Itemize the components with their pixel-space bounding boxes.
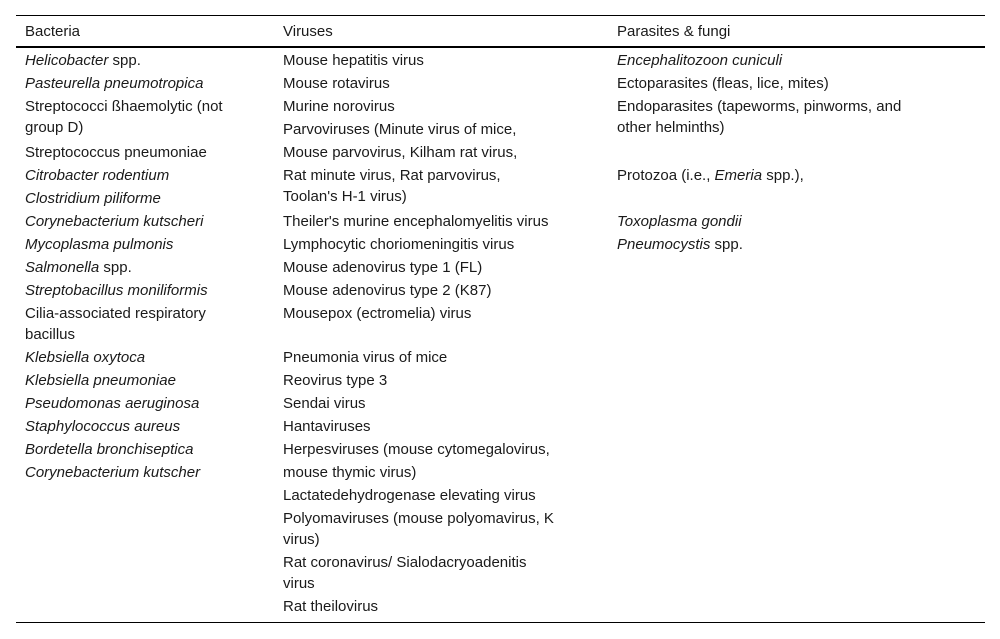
virus-line: Herpesviruses (mouse cytomegalovirus, <box>283 441 550 458</box>
virus-line: Reovirus type 3 <box>283 372 388 389</box>
table-bottom-rule <box>16 622 985 623</box>
virus-line: Hantaviruses <box>283 418 371 435</box>
bacteria-item: Bordetella bronchiseptica <box>25 441 194 458</box>
parasite-item: Pneumocystis spp. <box>617 236 743 253</box>
bacteria-item: Klebsiella oxytoca <box>25 349 146 366</box>
virus-line: Mouse parvovirus, Kilham rat virus, <box>283 144 518 161</box>
virus-line: Mouse hepatitis virus <box>283 52 424 69</box>
bacteria-item: Streptococci ßhaemolytic (not group D) <box>25 98 223 136</box>
virus-line: mouse thymic virus) <box>283 464 417 481</box>
header-parasites: Parasites & fungi <box>617 23 731 40</box>
bacteria-item: Citrobacter rodentium <box>25 167 170 184</box>
bacteria-item: Pseudomonas aeruginosa <box>25 395 200 412</box>
parasite-item: Toxoplasma gondii <box>617 213 742 230</box>
header-rule <box>16 46 985 48</box>
parasite-item: Protozoa (i.e., Emeria spp.), <box>617 167 804 184</box>
bacteria-item: Salmonella spp. <box>25 259 132 276</box>
bacteria-item: Staphylococcus aureus <box>25 418 181 435</box>
parasite-item: other helminths) <box>617 119 725 136</box>
bacteria-item: Cilia-associated respiratory bacillus <box>25 305 206 343</box>
bacteria-item: Klebsiella pneumoniae <box>25 372 176 389</box>
bacteria-item: Streptobacillus moniliformis <box>25 282 208 299</box>
parasite-item: Endoparasites (tapeworms, pinworms, and <box>617 98 902 115</box>
header-bacteria: Bacteria <box>25 23 81 40</box>
bacteria-item: Streptococcus pneumoniae <box>25 144 207 161</box>
virus-line: Mouse rotavirus <box>283 75 390 92</box>
virus-line: Mouse adenovirus type 2 (K87) <box>283 282 492 299</box>
virus-line: Polyomaviruses (mouse polyomavirus, K <box>283 510 554 527</box>
virus-line: virus <box>283 575 315 592</box>
virus-line: Toolan's H-1 virus) <box>283 188 407 205</box>
virus-line: Rat theilovirus <box>283 598 379 615</box>
virus-line: virus) <box>283 531 320 548</box>
bacteria-item: Mycoplasma pulmonis <box>25 236 174 253</box>
virus-line: Mousepox (ectromelia) virus <box>283 305 472 322</box>
bacteria-item: Helicobacter spp. <box>25 52 141 69</box>
virus-line: Parvoviruses (Minute virus of mice, <box>283 121 517 138</box>
bacteria-item: Pasteurella pneumotropica <box>25 75 204 92</box>
virus-line: Rat minute virus, Rat parvovirus, <box>283 167 501 184</box>
bacteria-item: Corynebacterium kutscheri <box>25 213 204 230</box>
bacteria-item: Clostridium piliforme <box>25 190 161 207</box>
bacteria-item: Corynebacterium kutscher <box>25 464 201 481</box>
table-top-rule <box>16 15 985 16</box>
virus-line: Lactatedehydrogenase elevating virus <box>283 487 536 504</box>
virus-line: Pneumonia virus of mice <box>283 349 448 366</box>
virus-line: Mouse adenovirus type 1 (FL) <box>283 259 483 276</box>
header-viruses: Viruses <box>283 23 333 40</box>
virus-line: Murine norovirus <box>283 98 395 115</box>
parasite-item: Encephalitozoon cuniculi <box>617 52 783 69</box>
virus-line: Lymphocytic choriomeningitis virus <box>283 236 515 253</box>
virus-line: Theiler's murine encephalomyelitis virus <box>283 213 549 230</box>
virus-line: Sendai virus <box>283 395 366 412</box>
parasite-item: Ectoparasites (fleas, lice, mites) <box>617 75 829 92</box>
virus-line: Rat coronavirus/ Sialodacryoadenitis <box>283 554 527 571</box>
